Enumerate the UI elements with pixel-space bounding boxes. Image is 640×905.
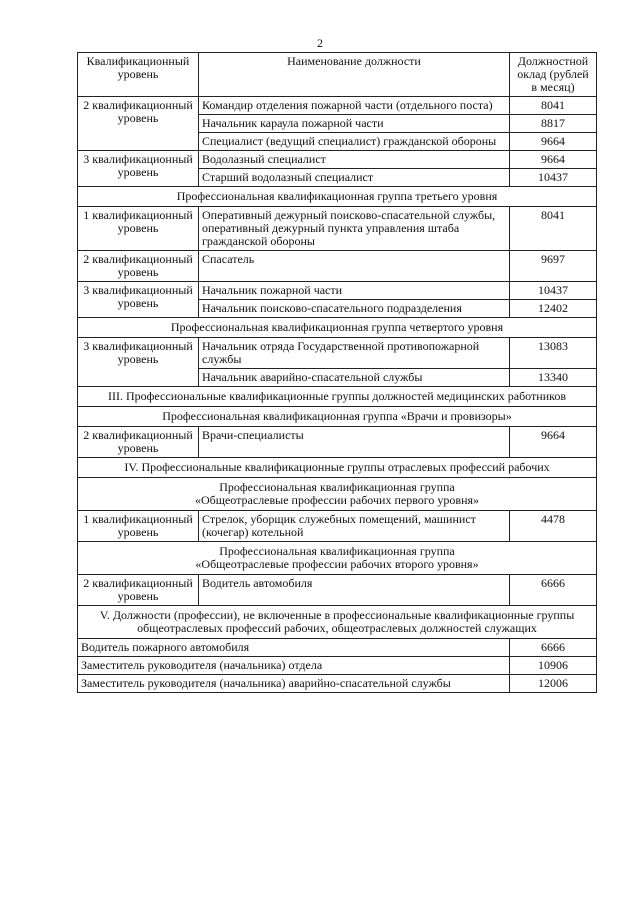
table-row xyxy=(78,427,597,458)
salary-cell: 10437 xyxy=(510,282,597,300)
group-title: Профессиональная квалификационная группа третьего уровня xyxy=(78,187,597,207)
group-title-row xyxy=(78,542,597,575)
table-row xyxy=(78,207,597,251)
salary-cell: 8041 xyxy=(510,97,597,115)
salary-cell: 6666 xyxy=(510,639,597,657)
level-cell: 2 квалификационный уровень xyxy=(78,97,199,151)
level-cell: 1 квалификационный уровень xyxy=(78,511,199,542)
position-cell: Начальник отряда Государственной противопожарной службы xyxy=(199,338,510,369)
header-salary: Должностной оклад (рублей в месяц) xyxy=(510,53,597,97)
position-cell: Оперативный дежурный поисково-спасательной службы, оперативный дежурный пункта управления штаба гражданской обороны xyxy=(199,207,510,251)
header-level: Квалификационный уровень xyxy=(78,53,199,97)
position-cell: Старший водолазный специалист xyxy=(199,169,510,187)
group-title-line: «Общеотраслевые профессии рабочих второго уровня» xyxy=(195,557,479,571)
position-cell: Заместитель руководителя (начальника) отдела xyxy=(78,657,510,675)
salary-cell: 13083 xyxy=(510,338,597,369)
salary-cell: 10906 xyxy=(510,657,597,675)
group-title-row xyxy=(78,478,597,511)
header-position: Наименование должности xyxy=(199,53,510,97)
position-cell: Командир отделения пожарной части (отдельного поста) xyxy=(199,97,510,115)
position-cell: Водитель пожарного автомобиля xyxy=(78,639,510,657)
salary-cell: 9664 xyxy=(510,151,597,169)
section-title: IV. Профессиональные квалификационные группы отраслевых профессий рабочих xyxy=(78,458,597,478)
section-title-row xyxy=(78,606,597,639)
level-cell: 3 квалификационный уровень xyxy=(78,151,199,187)
position-cell: Водитель автомобиля xyxy=(199,575,510,606)
group-title xyxy=(78,478,597,511)
group-title-line: Профессиональная квалификационная группа xyxy=(219,544,455,558)
group-title-line: «Общеотраслевые профессии рабочих первого уровня» xyxy=(194,493,480,507)
salary-cell: 8817 xyxy=(510,115,597,133)
table-row xyxy=(78,151,597,169)
table-row xyxy=(78,511,597,542)
table-row xyxy=(78,282,597,300)
salary-cell: 4478 xyxy=(510,511,597,542)
position-cell: Стрелок, уборщик служебных помещений, машинист (кочегар) котельной xyxy=(199,511,510,542)
salary-cell: 10437 xyxy=(510,169,597,187)
position-cell: Врачи-специалисты xyxy=(199,427,510,458)
salary-cell: 6666 xyxy=(510,575,597,606)
table-row xyxy=(78,657,597,675)
position-cell: Начальник пожарной части xyxy=(199,282,510,300)
salary-cell: 8041 xyxy=(510,207,597,251)
position-cell: Водолазный специалист xyxy=(199,151,510,169)
table-row xyxy=(78,338,597,369)
section-title: V. Должности (профессии), не включенные в профессиональные квалификационные группы общеотраслевых профессий рабочих, общеотраслевых должностей служащих xyxy=(78,606,597,639)
table-row xyxy=(78,639,597,657)
group-title-line: Профессиональная квалификационная группа xyxy=(219,480,455,494)
level-cell: 2 квалификационный уровень xyxy=(78,251,199,282)
group-title: Профессиональная квалификационная группа четвертого уровня xyxy=(78,318,597,338)
position-cell: Начальник караула пожарной части xyxy=(199,115,510,133)
position-cell: Заместитель руководителя (начальника) аварийно-спасательной службы xyxy=(78,675,510,693)
section-title: III. Профессиональные квалификационные группы должностей медицинских работников xyxy=(78,387,597,407)
position-cell: Спасатель xyxy=(199,251,510,282)
position-cell: Начальник поисково-спасательного подразделения xyxy=(199,300,510,318)
table-row xyxy=(78,251,597,282)
salary-cell: 12006 xyxy=(510,675,597,693)
level-cell: 2 квалификационный уровень xyxy=(78,427,199,458)
level-cell: 2 квалификационный уровень xyxy=(78,575,199,606)
salary-cell: 9697 xyxy=(510,251,597,282)
level-cell: 3 квалификационный уровень xyxy=(78,282,199,318)
table-row xyxy=(78,97,597,115)
group-title xyxy=(78,542,597,575)
position-cell: Начальник аварийно-спасательной службы xyxy=(199,369,510,387)
position-cell: Специалист (ведущий специалист) гражданской обороны xyxy=(199,133,510,151)
table-header-row xyxy=(78,53,597,97)
level-cell: 3 квалификационный уровень xyxy=(78,338,199,387)
salary-cell: 9664 xyxy=(510,133,597,151)
table-row xyxy=(78,675,597,693)
salary-table xyxy=(77,52,597,693)
group-title: Профессиональная квалификационная группа «Врачи и провизоры» xyxy=(78,407,597,427)
group-title-row xyxy=(78,187,597,207)
group-title-row xyxy=(78,318,597,338)
level-cell: 1 квалификационный уровень xyxy=(78,207,199,251)
section-title-row xyxy=(78,458,597,478)
page-number: 2 xyxy=(317,36,323,50)
table-row xyxy=(78,575,597,606)
section-title-row xyxy=(78,387,597,407)
salary-cell: 13340 xyxy=(510,369,597,387)
group-title-row xyxy=(78,407,597,427)
salary-cell: 12402 xyxy=(510,300,597,318)
salary-cell: 9664 xyxy=(510,427,597,458)
